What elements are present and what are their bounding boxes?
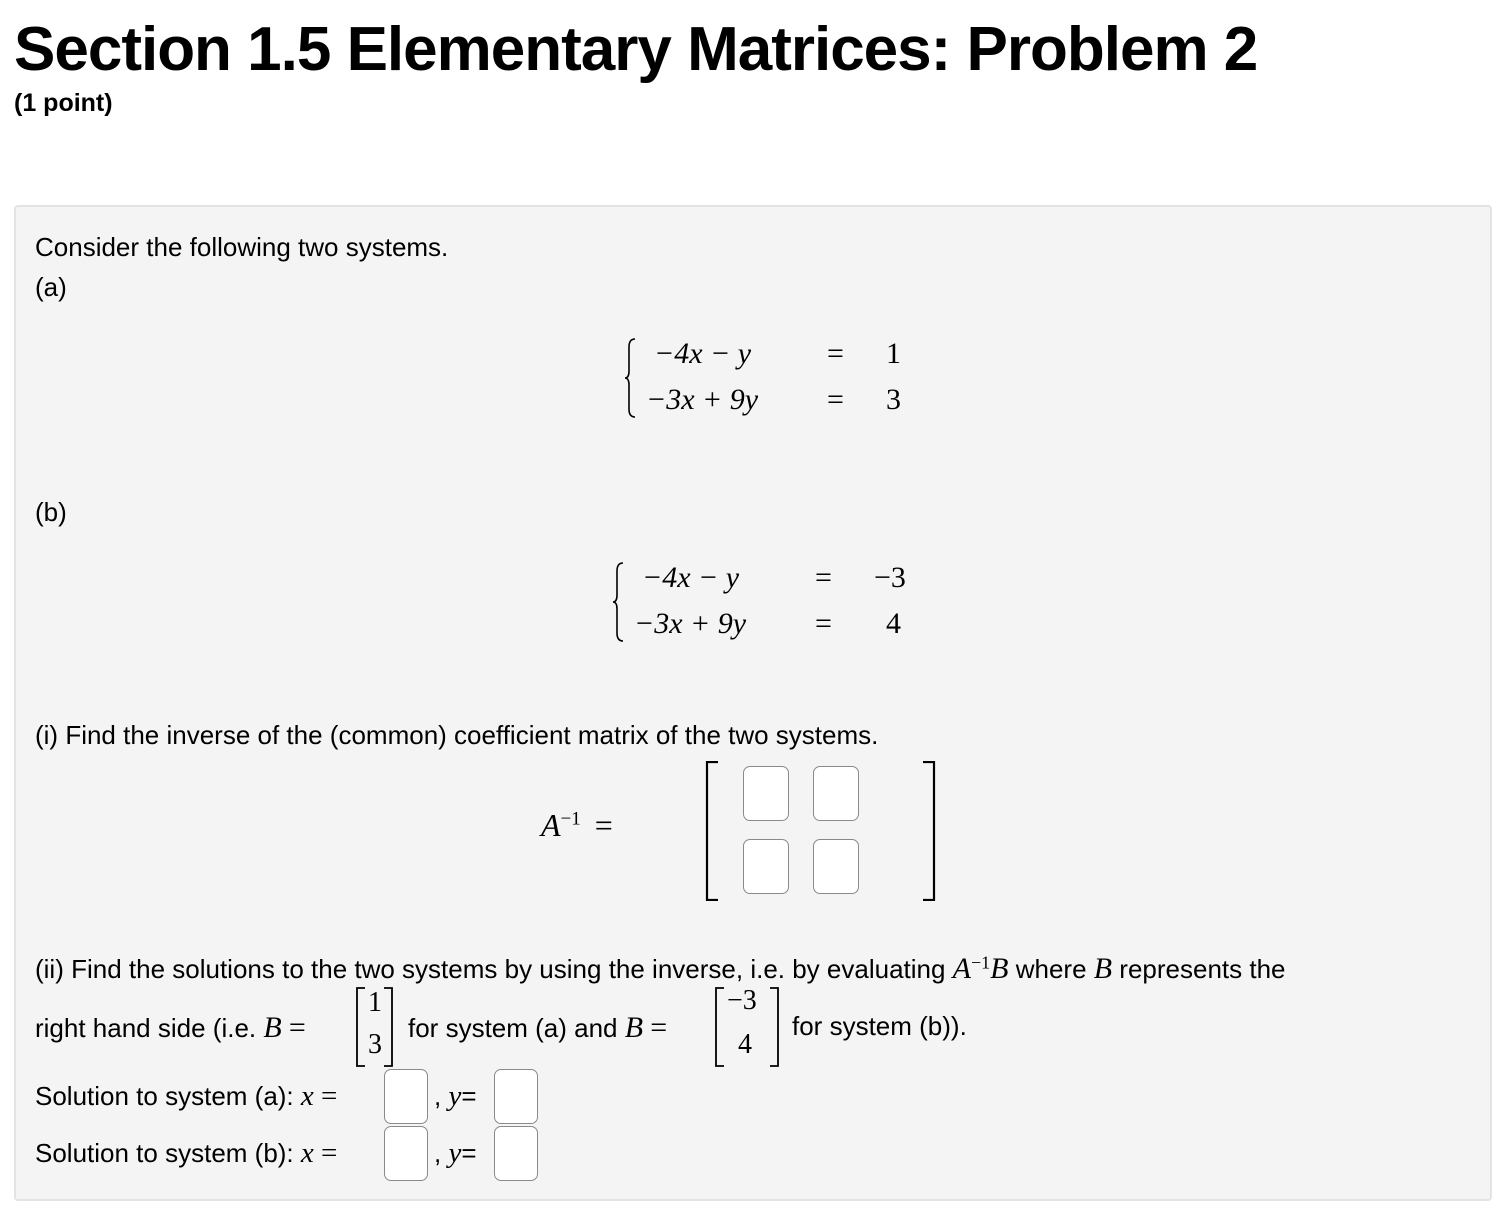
system-b-row2-lhs: −3x + 9y — [634, 607, 747, 640]
part-a-label: (a) — [35, 272, 67, 302]
vec-a-top: 1 — [368, 987, 382, 1018]
matrix-input-r1c2[interactable] — [813, 766, 859, 821]
brace-icon — [612, 561, 624, 643]
vec-a-left-bracket-icon — [355, 987, 367, 1067]
vec-a-bottom: 3 — [368, 1029, 382, 1060]
solution-b-x-input[interactable] — [384, 1126, 428, 1181]
q2-line1-mid: where — [1008, 954, 1094, 984]
q2-line2-end: for system (b)). — [792, 1011, 967, 1041]
system-b-row2-rhs: 4 — [886, 607, 901, 640]
q2-line1-b: B — [1093, 952, 1113, 985]
solution-b-y-input[interactable] — [494, 1126, 538, 1181]
solution-b-y-eq: = — [461, 1138, 477, 1168]
system-a-row2-eq: = — [827, 383, 844, 416]
system-a — [624, 337, 924, 427]
page-title: Section 1.5 Elementary Matrices: Problem 2 — [14, 15, 1258, 84]
q2-expr-b: B — [990, 952, 1009, 985]
vec-b-left-bracket-icon — [714, 987, 726, 1067]
system-a-row1-lhs: −4x − y — [654, 337, 752, 370]
q2-line2-start-wrap — [35, 1011, 306, 1045]
q2-line2-mid-wrap — [408, 1011, 667, 1045]
matrix-right-bracket-icon — [920, 761, 938, 901]
vec-b-right-bracket-icon — [768, 987, 780, 1067]
solution-a-x-input[interactable] — [384, 1069, 428, 1124]
matrix-left-bracket-icon — [704, 761, 722, 901]
solution-a-x: x — [300, 1080, 314, 1112]
system-b — [612, 561, 932, 651]
intro-text: Consider the following two systems. — [35, 232, 449, 262]
system-a-row1-eq: = — [827, 337, 844, 370]
system-b-row2-eq: = — [815, 607, 832, 640]
question-i: (i) Find the inverse of the (common) coefficient matrix of the two systems. — [35, 720, 879, 750]
system-b-row1-rhs: −3 — [874, 561, 906, 594]
matrix-input-r2c2[interactable] — [813, 839, 859, 894]
system-a-row1-rhs: 1 — [886, 337, 901, 370]
q2-line2-b1: B — [263, 1011, 282, 1044]
solution-b-label: Solution to system (b): — [35, 1138, 301, 1168]
solution-a-row — [35, 1080, 337, 1113]
solution-b-x: x — [300, 1137, 314, 1169]
vec-b-bottom: 4 — [738, 1029, 752, 1060]
inverse-sup: −1 — [560, 808, 581, 830]
q2-line2-mid: for system (a) and — [408, 1013, 625, 1043]
part-b-label: (b) — [35, 497, 67, 527]
q2-line2-b2: B — [624, 1011, 644, 1044]
q2-expr-sup: −1 — [971, 952, 991, 973]
vec-b-top: −3 — [727, 985, 757, 1016]
matrix-input-r2c1[interactable] — [743, 839, 789, 894]
solution-a-y-eq: = — [461, 1081, 477, 1111]
solution-b-comma: , — [434, 1138, 442, 1168]
solution-a-label: Solution to system (a): — [35, 1081, 301, 1111]
problem-panel — [14, 205, 1492, 1201]
inverse-label — [541, 807, 613, 844]
matrix-input-r1c1[interactable] — [743, 766, 789, 821]
q2-line1-start: (ii) Find the solutions to the two systems by using the inverse, i.e. by evaluating — [35, 954, 953, 984]
inverse-base: A — [541, 807, 561, 843]
solution-b-eq: = — [321, 1137, 338, 1169]
question-ii-line1 — [35, 952, 1286, 986]
points-label: (1 point) — [14, 89, 113, 117]
solution-a-eq: = — [321, 1080, 338, 1112]
q2-line2-start: right hand side (i.e. — [35, 1013, 264, 1043]
vec-a-right-bracket-icon — [382, 987, 394, 1067]
solution-b-y-wrap — [434, 1137, 477, 1170]
brace-icon — [624, 337, 636, 419]
solution-b-y: y — [448, 1137, 462, 1169]
solution-a-y-input[interactable] — [494, 1069, 538, 1124]
system-a-row2-lhs: −3x + 9y — [646, 383, 759, 416]
q2-expr-base: A — [952, 952, 971, 985]
system-a-row2-rhs: 3 — [886, 383, 901, 416]
solution-a-comma: , — [434, 1081, 442, 1111]
solution-b-row — [35, 1137, 337, 1170]
q2-line2-eq2: = — [650, 1011, 668, 1044]
inverse-eq: = — [594, 807, 613, 843]
solution-a-y-wrap — [434, 1080, 477, 1113]
system-b-row1-lhs: −4x − y — [642, 561, 740, 594]
system-b-row1-eq: = — [815, 561, 832, 594]
solution-a-y: y — [448, 1080, 462, 1112]
q2-line2-eq1: = — [288, 1011, 306, 1044]
q2-line1-end: represents the — [1112, 954, 1286, 984]
